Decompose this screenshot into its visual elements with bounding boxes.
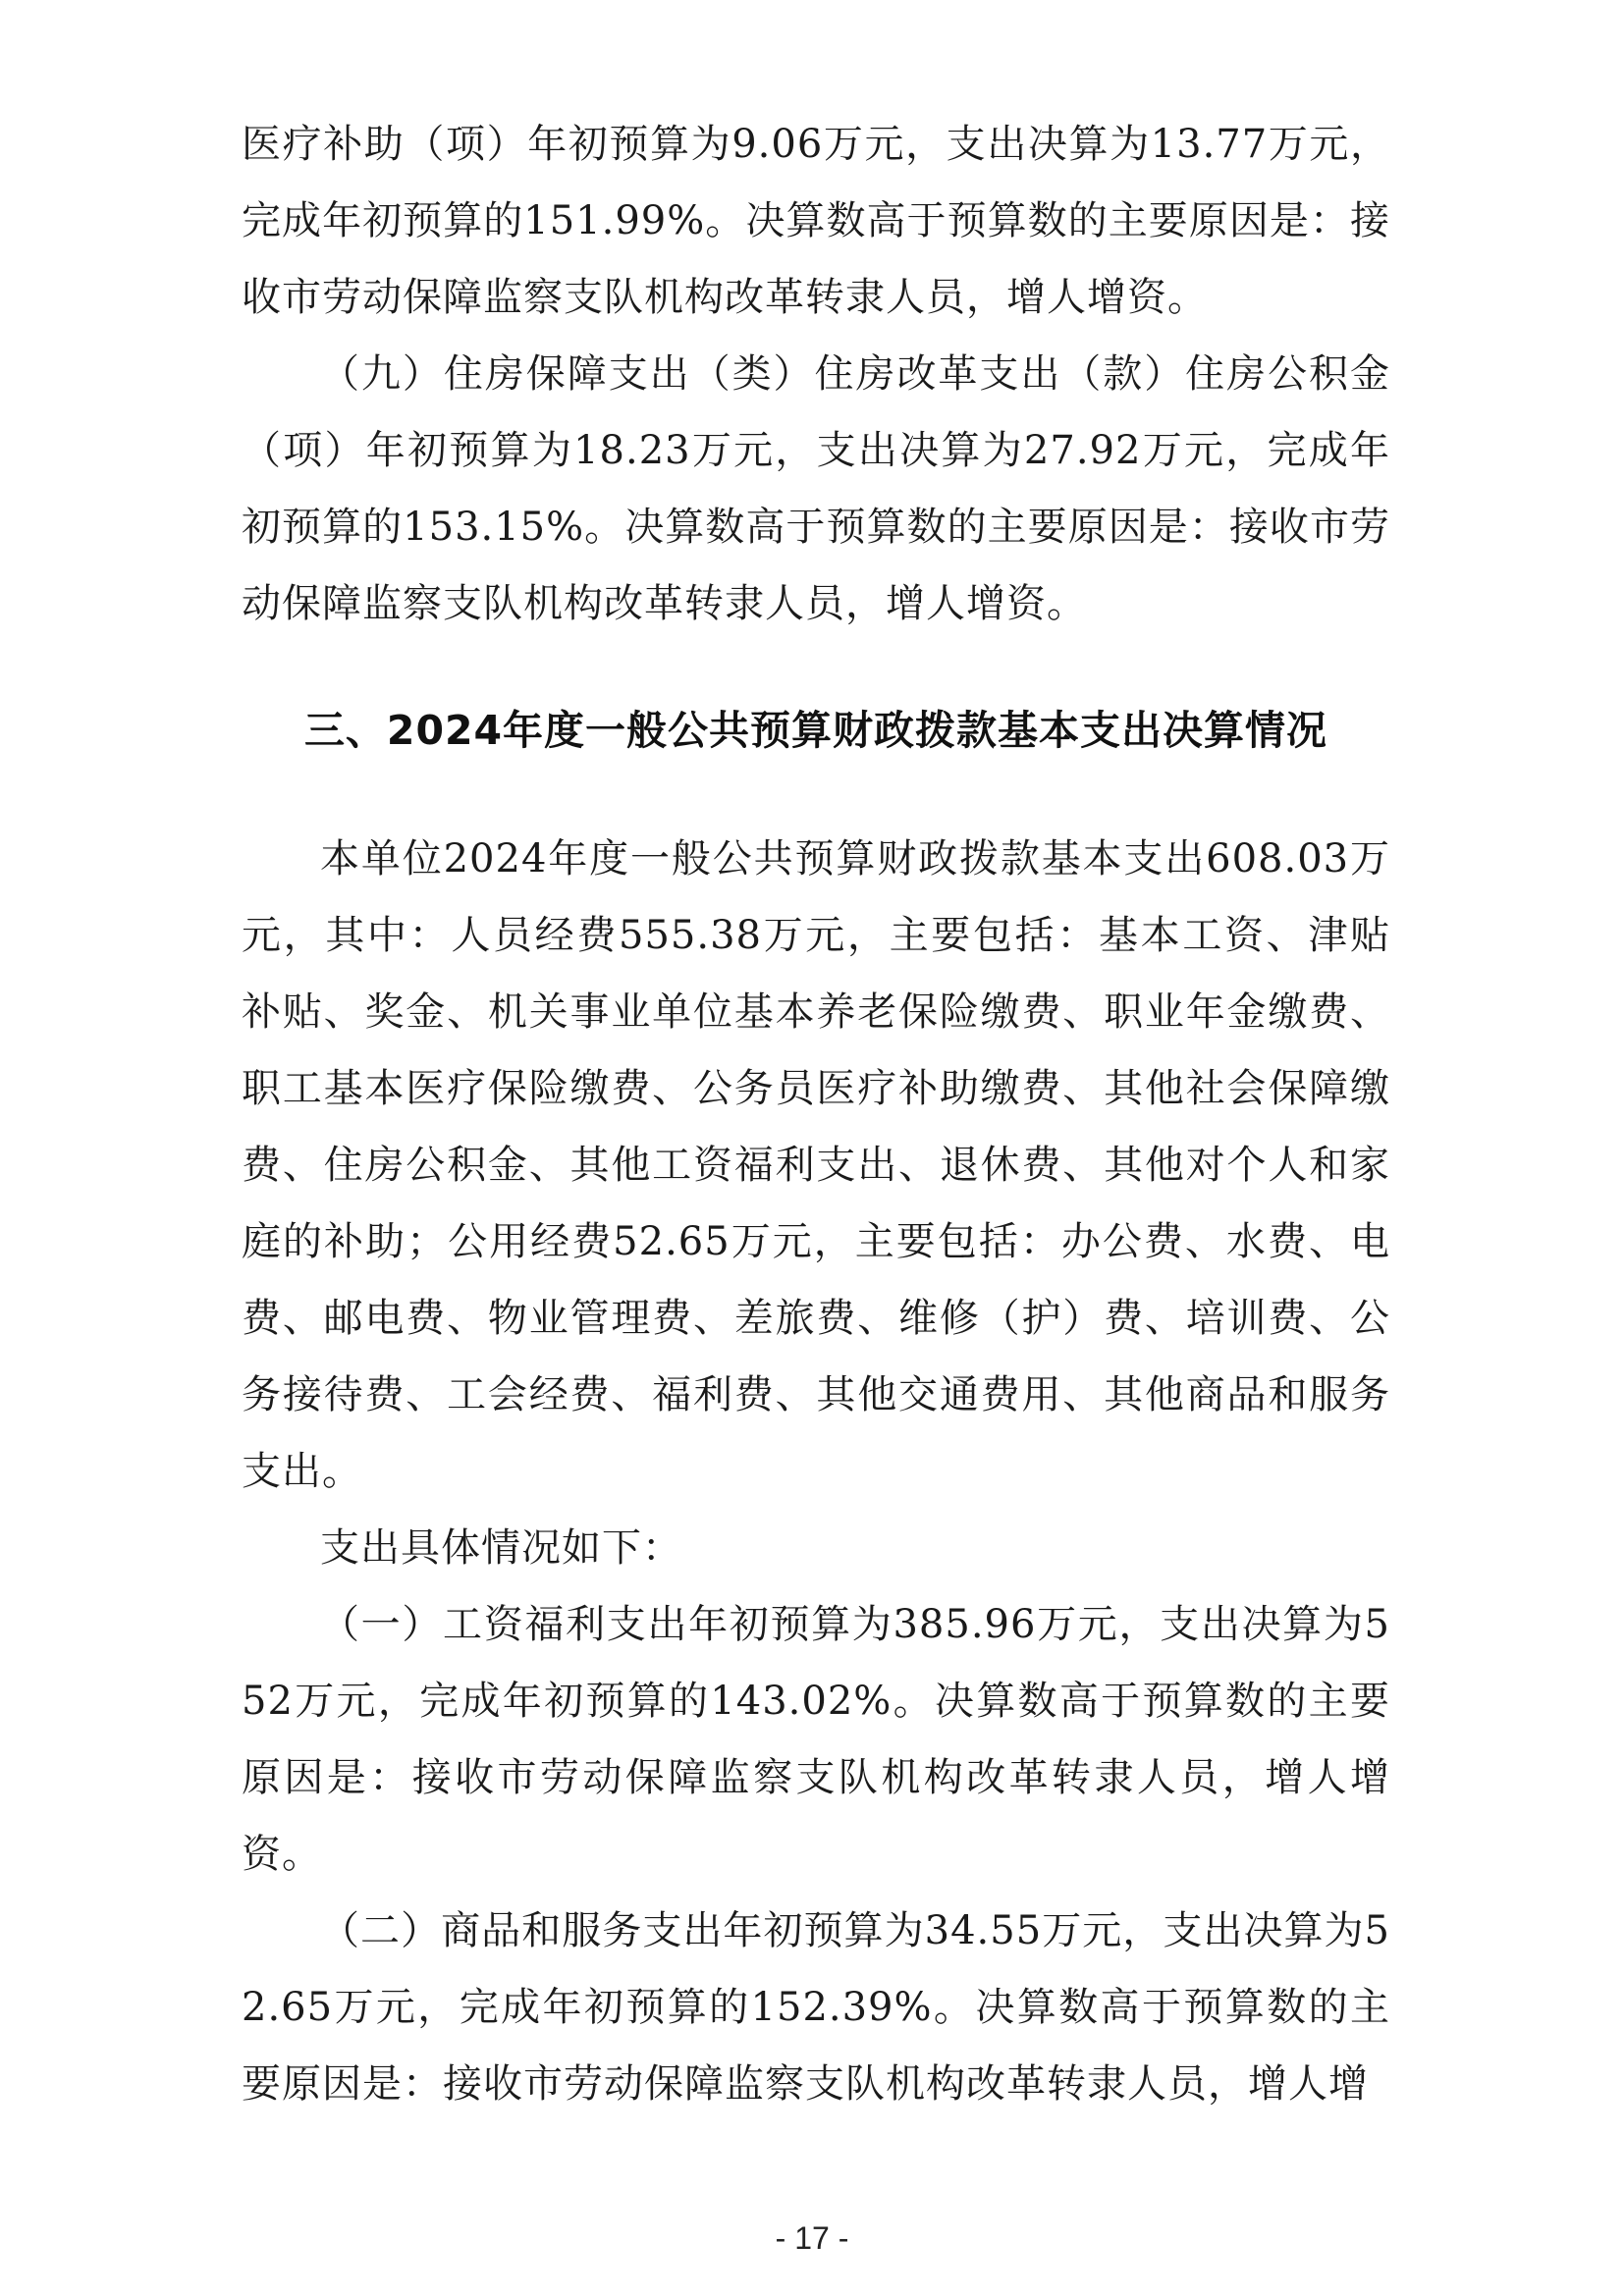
page-content: [242, 106, 1390, 2122]
page-number: - 17 -: [775, 2220, 849, 2256]
paragraph-details-intro: 支出具体情况如下：: [320, 1525, 682, 1571]
paragraph-medical-subsidy: 医疗补助（项）年初预算为9.06万元，支出决算为13.77万元，完成年初预算的151.99%。决算数高于预算数的主要原因是：接收市劳动保障监察支队机构改革转隶人员，增人增资。: [242, 122, 1390, 320]
paragraph-basic-expenditure: 本单位2024年度一般公共预算财政拨款基本支出608.03万元，其中：人员经费555.38万元，主要包括：基本工资、津贴补贴、奖金、机关事业单位基本养老保险缴费、职业年金缴费、职工基本医疗保险缴费、公务员医疗补助缴费、其他社会保障缴费、住房公积金、其他工资福利支出、退休费、其他对个人和家庭的补助；公用经费52.65万元，主要包括：办公费、水费、电费、邮电费、物业管理费、差旅费、维修（护）费、培训费、公务接待费、工会经费、福利费、其他交通费用、其他商品和服务支出。: [242, 836, 1390, 1494]
paragraph-salary-welfare: （一）工资福利支出年初预算为385.96万元，支出决算为552万元，完成年初预算的143.02%。决算数高于预算数的主要原因是：接收市劳动保障监察支队机构改革转隶人员，增人增资。: [242, 1602, 1390, 1877]
paragraph-goods-services: （二）商品和服务支出年初预算为34.55万元，支出决算为52.65万元，完成年初预算的152.39%。决算数高于预算数的主要原因是：接收市劳动保障监察支队机构改革转隶人员，增人增: [242, 1908, 1390, 2107]
paragraph-housing-fund: （九）住房保障支出（类）住房改革支出（款）住房公积金（项）年初预算为18.23万元，支出决算为27.92万元，完成年初预算的153.15%。决算数高于预算数的主要原因是：接收市劳动保障监察支队机构改革转隶人员，增人增资。: [242, 351, 1390, 626]
section-heading: 三、2024年度一般公共预算财政拨款基本支出决算情况: [303, 707, 1328, 754]
